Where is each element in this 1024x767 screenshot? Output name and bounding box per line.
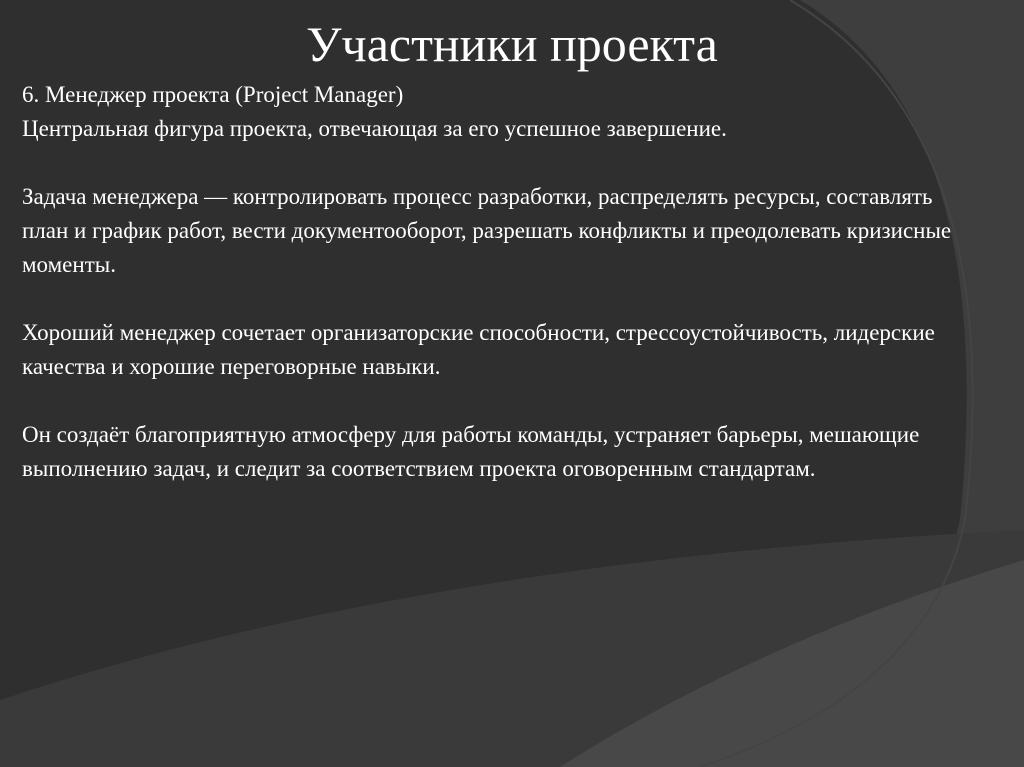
paragraph-2: Задача менеджера — контролировать процесс разработки, распределять ресурсы, составлять план и график работ, вести документооборот, разрешать конфликты и преодолевать кризисные моменты. (22, 184, 952, 277)
paragraph-3: Хороший менеджер сочетает организаторские способности, стрессоустойчивость, лидерские качества и хорошие переговорные навыки. (22, 320, 935, 379)
slide-title: Участники проекта (306, 16, 718, 72)
slide-body (22, 78, 982, 486)
paragraph-1: Центральная фигура проекта, отвечающая за его успешное завершение. (22, 116, 727, 141)
subtitle: 6. Менеджер проекта (Project Manager) (22, 82, 404, 107)
spacer (22, 384, 982, 418)
spacer (22, 146, 982, 180)
spacer (22, 282, 982, 316)
paragraph-4: Он создаёт благоприятную атмосферу для работы команды, устраняет барьеры, мешающие выполнению задач, и следит за соответствием проекта оговоренным стандартам. (22, 422, 920, 481)
